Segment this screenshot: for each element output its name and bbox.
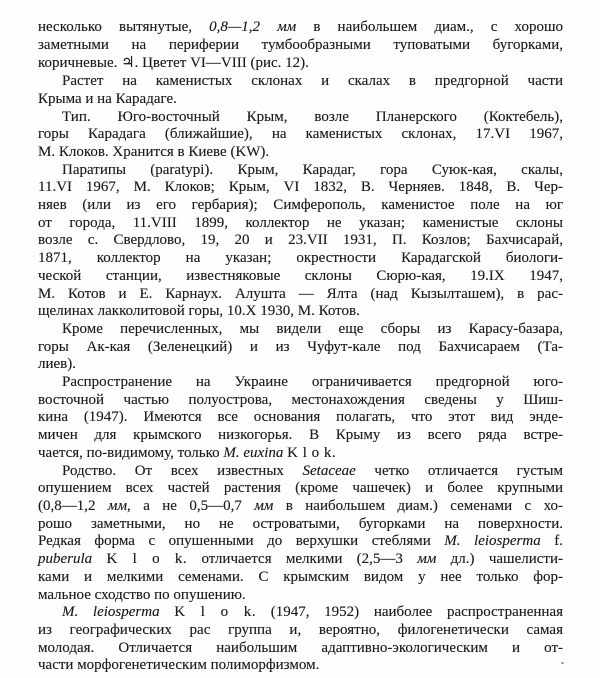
- text-line: [38, 445, 563, 463]
- text-segment: дл.) чашелисти-: [436, 551, 563, 568]
- text-segment: (1947, 1952) наиболее распространенная: [256, 604, 564, 621]
- text-segment: отличается мелкими (2,5—3: [187, 551, 418, 568]
- text-line: [38, 126, 563, 144]
- text-segment: щелинах лакколитовой горы, 10.X 1930, М. Котов.: [38, 303, 360, 320]
- text-segment: K l o k.: [287, 444, 337, 461]
- text-segment: K l o k.: [106, 551, 188, 568]
- paragraph: [38, 162, 563, 321]
- text-line: [38, 463, 563, 481]
- text-segment: ческой станции, известняковые склоны Сюрю-кая, 19.IX 1947,: [38, 267, 563, 284]
- text-segment: молодая. Отличается наибольшим адаптивно-экологическим и от-: [38, 639, 563, 656]
- text-line: [38, 480, 563, 498]
- text-segment: чается, по-видимому, только: [38, 444, 224, 461]
- perennial-sign-symbol: ♃: [121, 53, 135, 72]
- text-line: [38, 144, 563, 162]
- text-segment: опушением всех частей растения (кроме чашечек) и более крупными: [38, 480, 563, 497]
- italic-text-segment: puberula: [38, 551, 93, 568]
- text-line: [38, 250, 563, 268]
- text-line: [38, 162, 563, 180]
- text-segment: . Цветет VI—VIII (рис. 12).: [134, 55, 309, 72]
- text-segment: 11.VI 1967, М. Клоков; Крым, VI 1832, В. Черняев. 1848, В. Чер-: [38, 179, 563, 196]
- text-segment: , а не 0,5—0,7: [127, 497, 255, 514]
- text-line: [38, 587, 563, 605]
- text-segment: возле с. Свердлово, 19, 20 и 23.VII 1931, П. Козлов; Бахчисарай,: [38, 232, 563, 249]
- text-segment: восточной частью полуострова, местонахождения сведены у Шиш-: [38, 391, 563, 408]
- text-segment: f.: [540, 533, 563, 550]
- text-line: [38, 339, 563, 357]
- text-segment: горы Карадага (ближайшие), на каменистых склонах, 17.VI 1967,: [38, 126, 563, 143]
- italic-text-segment: мм: [107, 497, 128, 514]
- text-line: [38, 427, 563, 445]
- text-segment: в наибольшем диам.) семенами с хо-: [273, 497, 564, 514]
- text-line: [38, 409, 563, 427]
- text-line: [38, 179, 563, 197]
- text-line: [38, 551, 563, 569]
- paragraph: [38, 463, 563, 605]
- text-line: [38, 356, 563, 374]
- paragraph: [38, 19, 563, 73]
- text-line: [38, 197, 563, 215]
- text-segment: несколько вытянутые,: [38, 19, 210, 35]
- text-segment: в наибольшем диам., с хорошо: [296, 19, 564, 35]
- text-line: [38, 657, 563, 675]
- text-segment: коричневые.: [38, 55, 122, 72]
- text-segment: (0,8—1,2: [38, 497, 108, 514]
- italic-text-segment: мм: [417, 551, 437, 568]
- text-line: [38, 268, 563, 286]
- italic-text-segment: мм: [254, 497, 274, 514]
- text-line: [38, 392, 563, 410]
- text-segment: М. Котов и Е. Карнаух. Алушта — Ялта (над Кызылташем), в рас-: [38, 285, 563, 302]
- text-line: [38, 533, 563, 551]
- italic-text-segment: M. leiosperma: [444, 533, 541, 550]
- text-segment: от города, 11.VIII 1899, коллектор не указан; каменистые склоны: [38, 214, 563, 231]
- text-segment: лиев).: [38, 356, 76, 373]
- text-line: [38, 54, 563, 73]
- text-segment: Редкая форма с опушенными до верхушки стеблями: [38, 533, 445, 550]
- text-segment: [92, 551, 106, 567]
- text-segment: Распространение на Украине ограничивается предгорной юго-: [62, 374, 563, 391]
- text-line: [38, 640, 563, 658]
- scan-speck-artifact: [561, 662, 564, 664]
- text-segment: Тип. Юго-восточный Крым, возле Планерского (Коктебель),: [62, 108, 563, 125]
- text-segment: Кроме перечисленных, мы видели еще сборы из Карасу-базара,: [62, 320, 563, 337]
- text-line: [38, 232, 563, 250]
- text-segment: М. Клоков. Хранится в Киеве (KW).: [38, 143, 270, 160]
- paragraph: [38, 109, 563, 162]
- text-segment: заметными на периферии тумбообразными туповатыми бугорками,: [38, 36, 563, 53]
- text-line: [38, 19, 563, 37]
- text-line: [38, 109, 563, 127]
- text-segment: четко отличается густым: [355, 462, 564, 479]
- paragraph: [38, 374, 563, 463]
- text-segment: горы Ак-кая (Зеленецкий) и из Чуфут-кале под Бахчисараем (Та-: [38, 338, 563, 355]
- text-line: [38, 622, 563, 640]
- text-line: [38, 286, 563, 304]
- text-segment: мальное сходство по опушению.: [38, 586, 246, 603]
- text-segment: рошо заметными, но не островатыми, бугорками на поверхности.: [38, 515, 563, 532]
- italic-text-segment: Setaceae: [302, 462, 356, 479]
- text-line: [38, 91, 563, 109]
- paragraph: [38, 604, 563, 675]
- paragraph: [38, 321, 563, 374]
- paragraph: [38, 73, 563, 108]
- text-line: [38, 569, 563, 587]
- text-line: [38, 73, 563, 91]
- text-line: [38, 215, 563, 233]
- text-column: [38, 19, 563, 675]
- italic-text-segment: 0,8—1,2 мм: [209, 19, 297, 35]
- text-segment: кина (1947). Имеются все основания полагать, что этот вид энде-: [38, 409, 563, 426]
- text-segment: Крыма и на Карадаге.: [38, 90, 177, 107]
- text-segment: Паратипы (paratypi). Крым, Карадаг, гора Суюк-кая, скалы,: [62, 161, 563, 178]
- text-segment: 1871, коллектор на указан; окрестности Карадагской биологи-: [38, 250, 563, 267]
- text-line: [38, 498, 563, 516]
- italic-text-segment: M. euxina: [223, 444, 284, 461]
- text-segment: из географических рас группа и, вероятно, филогенетически самая: [38, 621, 563, 638]
- text-line: [38, 516, 563, 534]
- text-line: [38, 303, 563, 321]
- text-segment: Растет на каменистых склонах и скалах в предгорной части: [62, 73, 563, 90]
- text-line: [38, 37, 563, 55]
- text-line: [38, 604, 563, 622]
- text-segment: [160, 604, 175, 620]
- text-segment: няев (или из его гербария); Симферополь, каменистое поле на юг: [38, 197, 563, 214]
- text-segment: Родство. От всех известных: [62, 462, 303, 479]
- text-segment: ками и мелкими семенами. С крымским видом у нее только фор-: [38, 568, 563, 585]
- text-line: [38, 321, 563, 339]
- text-line: [38, 374, 563, 392]
- text-segment: части морфогенетическим полиморфизмом.: [38, 657, 320, 674]
- text-segment: мичен для крымского низкогорья. В Крыму из всего ряда встре-: [38, 427, 563, 444]
- text-segment: K l o k.: [174, 604, 257, 621]
- italic-text-segment: M. leiosperma: [62, 604, 160, 621]
